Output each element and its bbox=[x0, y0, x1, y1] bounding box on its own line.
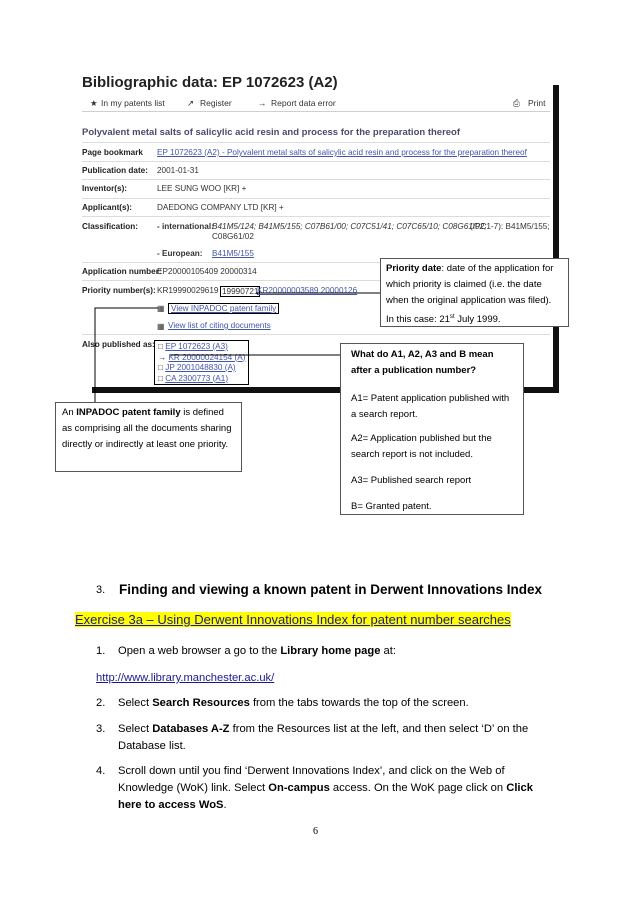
step-number: 4. bbox=[96, 765, 106, 777]
document-icon: □ bbox=[158, 363, 166, 372]
label: Also published as: bbox=[82, 340, 155, 349]
print-link[interactable]: Print bbox=[528, 98, 546, 108]
report-error-link[interactable]: Report data error bbox=[271, 98, 336, 108]
inpadoc-link[interactable]: View INPADOC patent family bbox=[168, 303, 279, 314]
step-text: Scroll down until you find ‘Derwent Innovations Index’, and click on the Web of Knowledge (WoK) link. Select bbox=[118, 765, 505, 794]
section-number: 3. bbox=[96, 584, 106, 596]
register-link[interactable]: Register bbox=[200, 98, 232, 108]
printer-icon: ⎙ bbox=[513, 98, 520, 108]
application-number: EP20000105409 20000314 bbox=[157, 267, 257, 276]
code-b: B= Granted patent. bbox=[351, 501, 432, 512]
step-2 bbox=[118, 695, 548, 712]
priority-number-c[interactable]: KR20000003589 20000126 bbox=[257, 286, 358, 295]
ipc-codes: (IPC1-7): B41M5/155; bbox=[470, 222, 550, 231]
arrow-right-icon: → bbox=[158, 352, 169, 362]
step-text: Select bbox=[118, 723, 153, 735]
exercise-title: Exercise 3a – Using Derwent Innovations Index for patent number searches bbox=[75, 612, 511, 627]
library-url-link[interactable]: http://www.library.manchester.ac.uk/ bbox=[96, 672, 275, 684]
european-code-link[interactable]: B41M5/155 bbox=[212, 249, 254, 258]
inpadoc-connector bbox=[95, 308, 158, 406]
priority-definition: : date of the application for which priority is claimed (i.e. the date when the original application was filed). bbox=[386, 263, 554, 306]
my-patents-link[interactable]: In my patents list bbox=[101, 98, 165, 108]
step-bold: Databases A-Z bbox=[152, 723, 230, 735]
priority-number-a: KR19990029619 bbox=[157, 286, 219, 295]
label: Classification: bbox=[82, 222, 138, 231]
also-link[interactable]: KR 20000024154 (A) bbox=[168, 352, 246, 362]
step-3 bbox=[118, 721, 558, 755]
international-codes-line2: C08G61/02 bbox=[212, 232, 254, 241]
priority-example-sup: st bbox=[449, 314, 455, 320]
page-bookmark-link[interactable]: EP 1072623 (A2) - Polyvalent metal salts of salicylic acid resin and process for the preparation thereof bbox=[157, 148, 527, 157]
inpadoc-definition: is defined as comprising all the documents sharing directly or indirectly at least one priority. bbox=[62, 407, 232, 450]
label: Priority number(s): bbox=[82, 286, 156, 295]
priority-callout bbox=[380, 258, 569, 327]
codes-question: What do A1, A2, A3 and B mean after a publication number? bbox=[351, 349, 494, 376]
star-icon: ★ bbox=[90, 98, 98, 108]
inpadoc-term: INPADOC patent family bbox=[76, 407, 181, 418]
step-number: 1. bbox=[96, 645, 106, 657]
arrow-right-icon: → bbox=[258, 98, 267, 108]
label: Applicant(s): bbox=[82, 203, 133, 212]
step-text: from the Resources list at the left, and then select ‘D’ on the Database list. bbox=[118, 723, 529, 752]
applicant-value: DAEDONG COMPANY LTD [KR] + bbox=[157, 203, 284, 212]
arrow-icon: ↗ bbox=[187, 98, 195, 108]
step-text: . bbox=[223, 799, 227, 811]
also-link[interactable]: EP 1072623 (A3) bbox=[165, 342, 228, 351]
priority-example-suffix: July 1999. bbox=[454, 314, 501, 326]
document-icon: □ bbox=[158, 373, 166, 383]
priority-date-highlight: 19990721 bbox=[222, 287, 259, 296]
priority-term: Priority date bbox=[386, 263, 442, 274]
step-1 bbox=[118, 643, 538, 660]
grid-icon: ▦ bbox=[157, 304, 165, 313]
document-icon: □ bbox=[158, 342, 166, 351]
label: Publication date: bbox=[82, 166, 148, 175]
document-title: Polyvalent metal salts of salicylic acid resin and process for the preparation thereof bbox=[82, 127, 461, 138]
european-label: - European: bbox=[157, 249, 203, 258]
code-a2: A2= Application published but the search report is not included. bbox=[351, 433, 492, 460]
step-number: 3. bbox=[96, 723, 106, 735]
label: Inventor(s): bbox=[82, 184, 128, 193]
grid-icon: ▦ bbox=[157, 322, 165, 331]
library-url bbox=[96, 668, 274, 686]
step-bold: Search Resources bbox=[152, 697, 250, 709]
inventor-value: LEE SUNG WOO [KR] + bbox=[157, 184, 247, 193]
step-bold: On-campus bbox=[268, 782, 330, 794]
international-codes[interactable]: B41M5/124; B41M5/155; C07B61/00; C07C51/41; C07C65/10; C08G61/02; bbox=[212, 222, 487, 231]
bibliographic-heading: Bibliographic data: EP 1072623 (A2) bbox=[82, 74, 338, 91]
inpadoc-prefix: An bbox=[62, 407, 77, 418]
step-text: Select bbox=[118, 697, 153, 709]
code-a3: A3= Published search report bbox=[351, 475, 472, 486]
step-number: 2. bbox=[96, 697, 106, 709]
step-text: access. On the WoK page click on bbox=[329, 782, 507, 794]
step-bold: Library home page bbox=[280, 645, 381, 657]
citing-link[interactable]: View list of citing documents bbox=[168, 321, 271, 330]
also-link[interactable]: JP 2001048830 (A) bbox=[165, 363, 236, 372]
label: Application number: bbox=[82, 267, 162, 276]
step-text: from the tabs towards the top of the screen. bbox=[249, 697, 469, 709]
publication-date: 2001-01-31 bbox=[157, 166, 199, 175]
inpadoc-callout bbox=[55, 402, 242, 472]
international-label: - international: bbox=[157, 222, 214, 231]
exercise-heading bbox=[75, 611, 511, 629]
page-number: 6 bbox=[313, 826, 318, 837]
code-a1: A1= Patent application published with a search report. bbox=[351, 393, 510, 420]
also-link[interactable]: CA 2300773 (A1) bbox=[165, 373, 229, 383]
step-text: Open a web browser a go to the bbox=[118, 645, 281, 657]
label: Page bookmark bbox=[82, 148, 143, 157]
priority-example-prefix: In this case: 21 bbox=[386, 314, 450, 326]
codes-callout bbox=[340, 343, 524, 515]
step-4 bbox=[118, 763, 548, 814]
section-heading: Finding and viewing a known patent in Derwent Innovations Index bbox=[119, 582, 543, 597]
step-text: at: bbox=[380, 645, 396, 657]
step-bold: Click here to access WoS bbox=[118, 782, 533, 811]
